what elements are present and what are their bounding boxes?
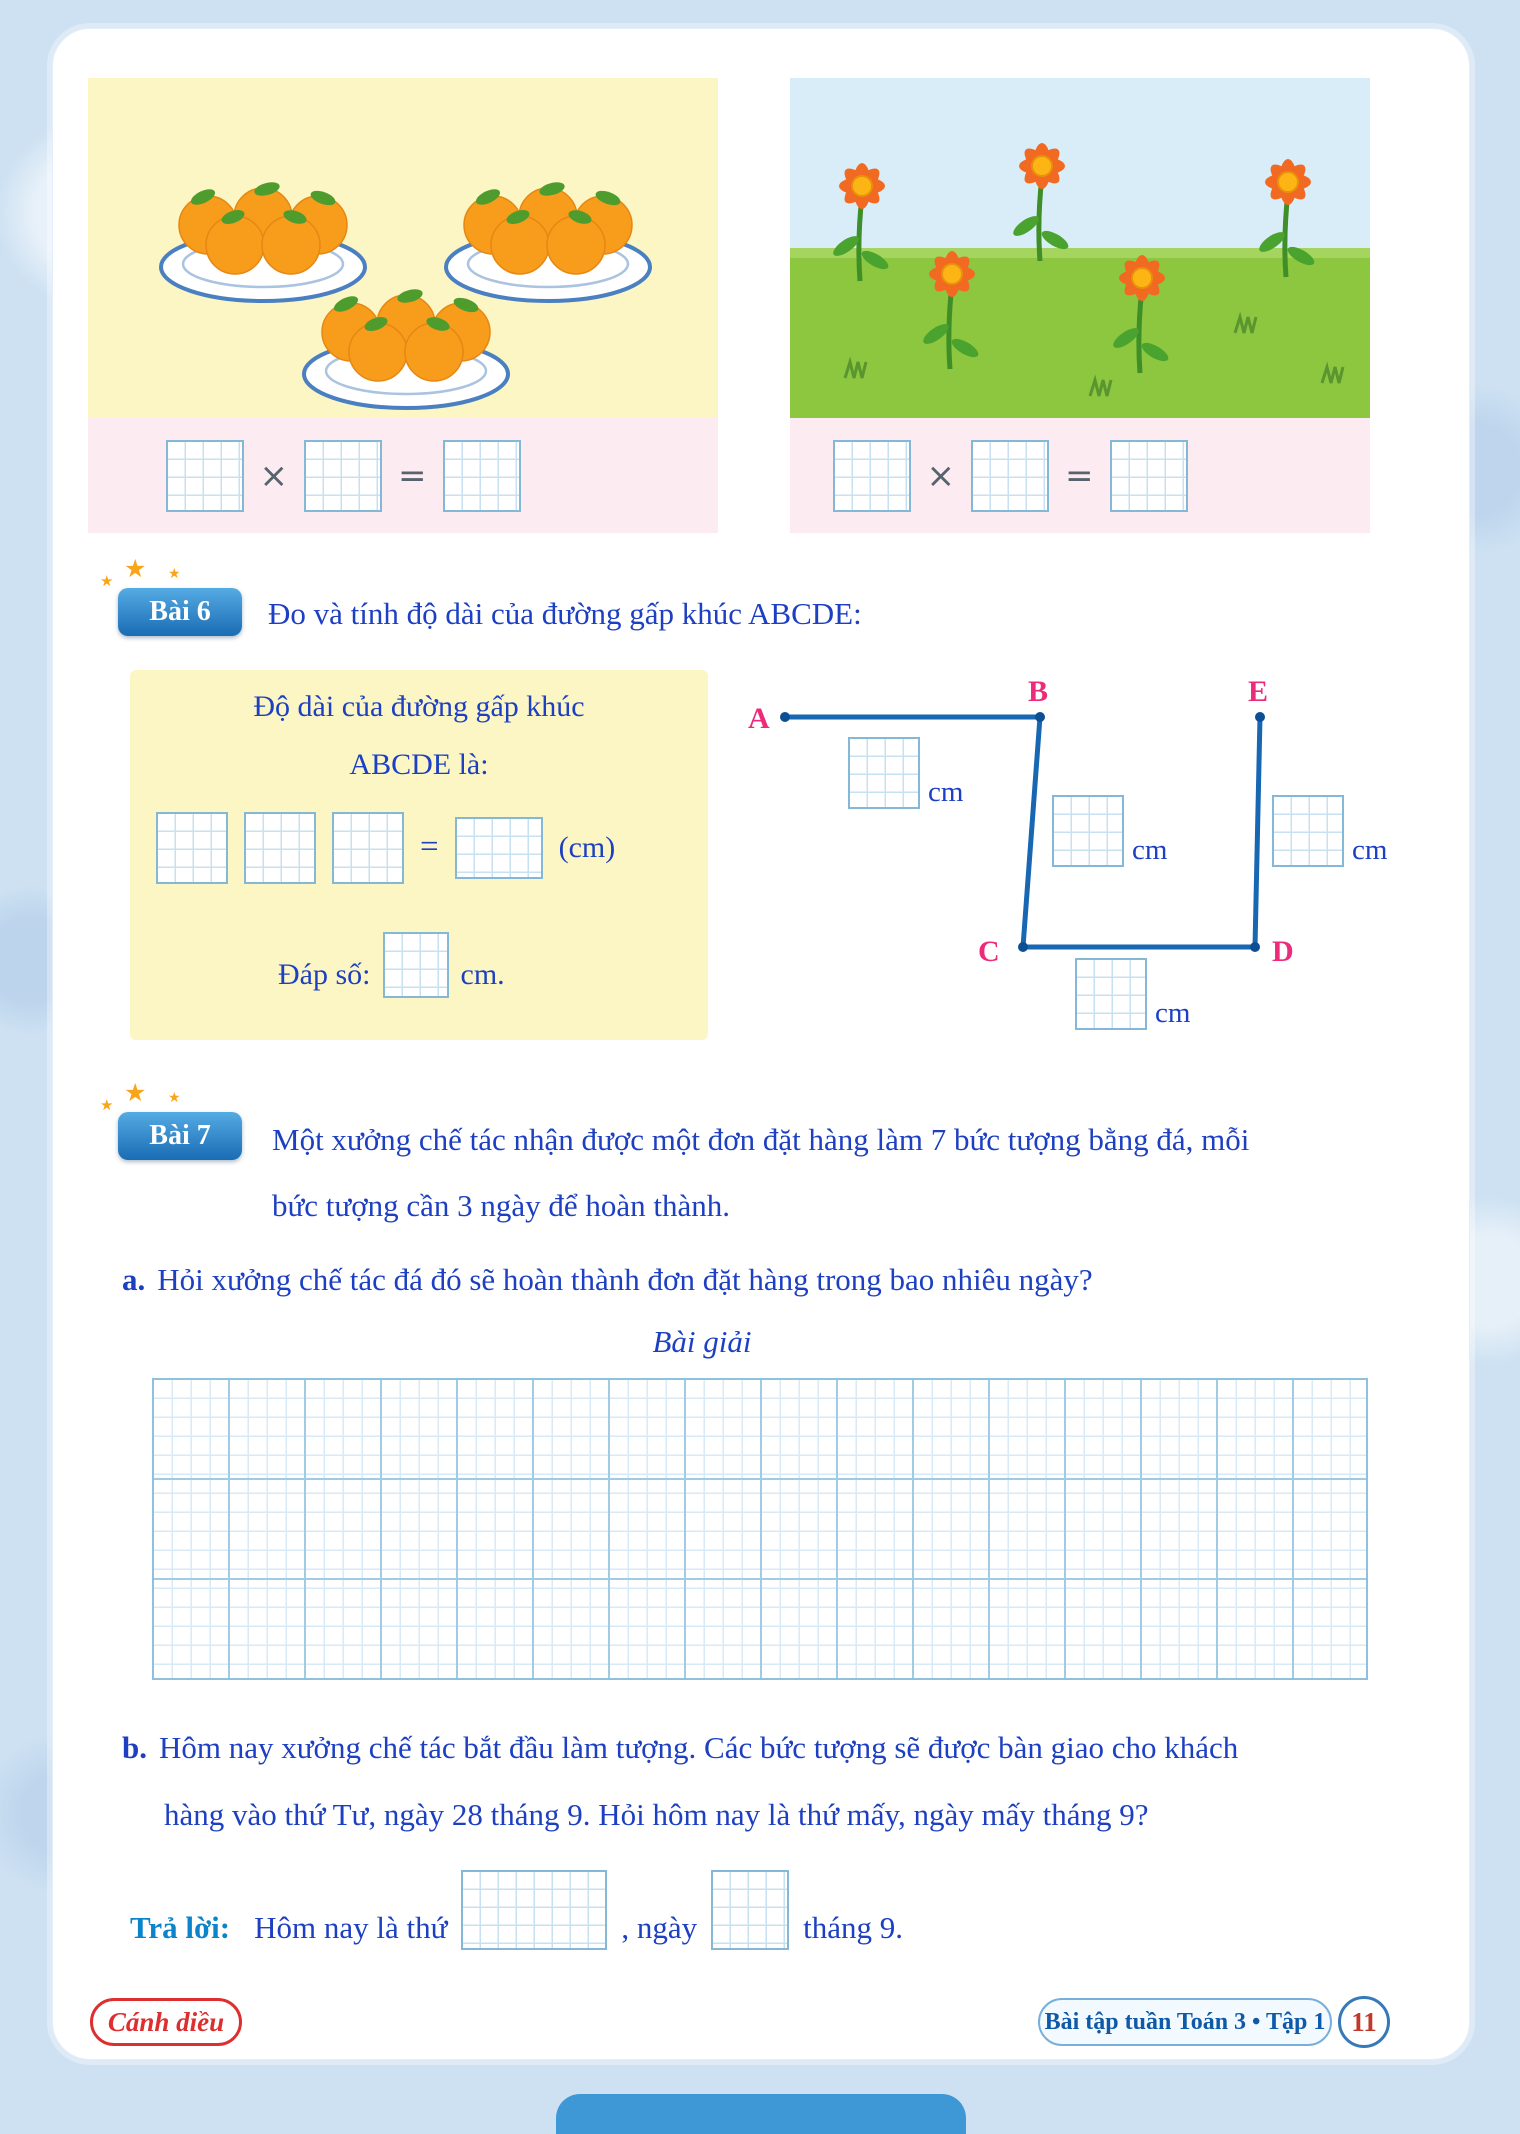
equals-icon: = bbox=[1065, 455, 1094, 496]
solution-heading: Bài giải bbox=[652, 1324, 752, 1359]
point-label-C: C bbox=[978, 935, 1000, 968]
bottom-decoration-tab bbox=[556, 2094, 966, 2134]
part-a-question: Hỏi xưởng chế tác đá đó sẽ hoàn thành đơn đặt hàng trong bao nhiêu ngày? bbox=[157, 1262, 1093, 1297]
answer-text-2: , ngày bbox=[621, 1910, 698, 1946]
flowers-factor2-answer-box[interactable] bbox=[971, 440, 1049, 512]
oranges-exercise-panel bbox=[88, 78, 718, 533]
star-icon: ★ bbox=[168, 567, 181, 582]
oranges-factor2-answer-box[interactable] bbox=[304, 440, 382, 512]
segment-AB-measure bbox=[848, 737, 963, 809]
part-b-question-line2: hàng vào thứ Tư, ngày 28 tháng 9. Hỏi hôm nay là thứ mấy, ngày mấy tháng 9? bbox=[164, 1797, 1149, 1832]
exercise7-intro-line1: Một xưởng chế tác nhận được một đơn đặt hàng làm 7 bức tượng bằng đá, mỗi bbox=[272, 1122, 1250, 1157]
segment-BC-answer-box[interactable] bbox=[1052, 795, 1124, 867]
exercise7-part-b-line1 bbox=[122, 1730, 1238, 1766]
exercise6-sum-row bbox=[156, 812, 615, 884]
segment-DE-unit: cm bbox=[1352, 834, 1388, 866]
flowers-illustration bbox=[790, 78, 1370, 418]
star-icon: ★ bbox=[100, 1098, 114, 1114]
orange-plate-3 bbox=[304, 287, 508, 408]
multiply-icon: × bbox=[926, 455, 955, 496]
solution-writing-grid[interactable] bbox=[152, 1378, 1368, 1680]
book-series-label: Bài tập tuần Toán 3 • Tập 1 bbox=[1038, 1998, 1332, 2046]
unit-cm-paren: (cm) bbox=[558, 830, 616, 864]
final-answer-box[interactable] bbox=[383, 932, 449, 998]
weekday-answer-box[interactable] bbox=[461, 1870, 607, 1950]
point-label-A: A bbox=[748, 702, 770, 735]
multiply-icon: × bbox=[259, 455, 288, 496]
equals-icon: = bbox=[420, 829, 439, 866]
flowers-equation-row bbox=[790, 418, 1370, 533]
segment-AB-answer-box[interactable] bbox=[848, 737, 920, 809]
part-b-label: b. bbox=[122, 1730, 147, 1765]
exercise6-prompt: Đo và tính độ dài của đường gấp khúc ABCDE: bbox=[268, 596, 862, 631]
orange-plate-2 bbox=[446, 180, 650, 301]
total-length-box[interactable] bbox=[455, 817, 543, 879]
star-icon: ★ bbox=[168, 1091, 181, 1106]
oranges-illustration bbox=[88, 78, 718, 418]
segment-BC-unit: cm bbox=[1132, 834, 1168, 866]
segment-length-box-1[interactable] bbox=[156, 812, 228, 884]
oranges-equation-row bbox=[88, 418, 718, 533]
page-number: 11 bbox=[1338, 1996, 1390, 2048]
answer-text-3: tháng 9. bbox=[803, 1910, 904, 1946]
exercise6-final-answer-row bbox=[278, 932, 505, 998]
star-icon: ★ bbox=[124, 1080, 147, 1107]
part-b-question-line1: Hôm nay xưởng chế tác bắt đầu làm tượng. Các bức tượng sẽ được bàn giao cho khách bbox=[159, 1730, 1239, 1765]
star-icon: ★ bbox=[124, 556, 147, 583]
point-label-D: D bbox=[1272, 935, 1294, 968]
orange-plate-1 bbox=[161, 180, 365, 301]
flowers-art bbox=[790, 78, 1370, 418]
flowers-exercise-panel bbox=[790, 78, 1370, 533]
oranges-product-answer-box[interactable] bbox=[443, 440, 521, 512]
exercise7-intro-line2: bức tượng cần 3 ngày để hoàn thành. bbox=[272, 1188, 731, 1223]
segment-CD-answer-box[interactable] bbox=[1075, 958, 1147, 1030]
exercise6-badge: Bài 6 bbox=[118, 588, 242, 636]
segment-BC-measure bbox=[1052, 795, 1167, 867]
exercise6-answer-panel bbox=[130, 670, 708, 1040]
exercise6-box-title-line2: ABCDE là: bbox=[349, 748, 489, 781]
star-icon: ★ bbox=[100, 574, 114, 590]
segment-length-box-3[interactable] bbox=[332, 812, 404, 884]
exercise7-answer-line bbox=[130, 1866, 903, 1950]
segment-DE-answer-box[interactable] bbox=[1272, 795, 1344, 867]
part-a-label: a. bbox=[122, 1262, 146, 1297]
exercise7-part-a bbox=[122, 1262, 1093, 1298]
segment-CD-unit: cm bbox=[1155, 997, 1191, 1029]
flowers-equation-strip bbox=[790, 418, 1370, 533]
date-answer-box[interactable] bbox=[711, 1870, 789, 1950]
flowers-product-answer-box[interactable] bbox=[1110, 440, 1188, 512]
oranges-equation-strip bbox=[88, 418, 718, 533]
point-label-E: E bbox=[1248, 675, 1269, 708]
answer-text-1: Hôm nay là thứ bbox=[254, 1910, 448, 1946]
segment-length-box-2[interactable] bbox=[244, 812, 316, 884]
segment-DE-measure bbox=[1272, 795, 1387, 867]
answer-unit: cm. bbox=[460, 957, 505, 991]
equals-icon: = bbox=[398, 455, 427, 496]
flowers-factor1-answer-box[interactable] bbox=[833, 440, 911, 512]
answer-prefix: Trả lời: bbox=[130, 1910, 231, 1946]
exercise7-badge: Bài 7 bbox=[118, 1112, 242, 1160]
point-label-B: B bbox=[1028, 675, 1049, 708]
exercise6-box-title-line1: Độ dài của đường gấp khúc bbox=[253, 690, 585, 723]
brand-logo: Cánh diều bbox=[90, 1998, 242, 2046]
oranges-art bbox=[88, 78, 718, 418]
answer-label: Đáp số: bbox=[278, 957, 371, 991]
segment-AB-unit: cm bbox=[928, 776, 964, 808]
segment-CD-measure bbox=[1075, 958, 1190, 1030]
oranges-factor1-answer-box[interactable] bbox=[166, 440, 244, 512]
